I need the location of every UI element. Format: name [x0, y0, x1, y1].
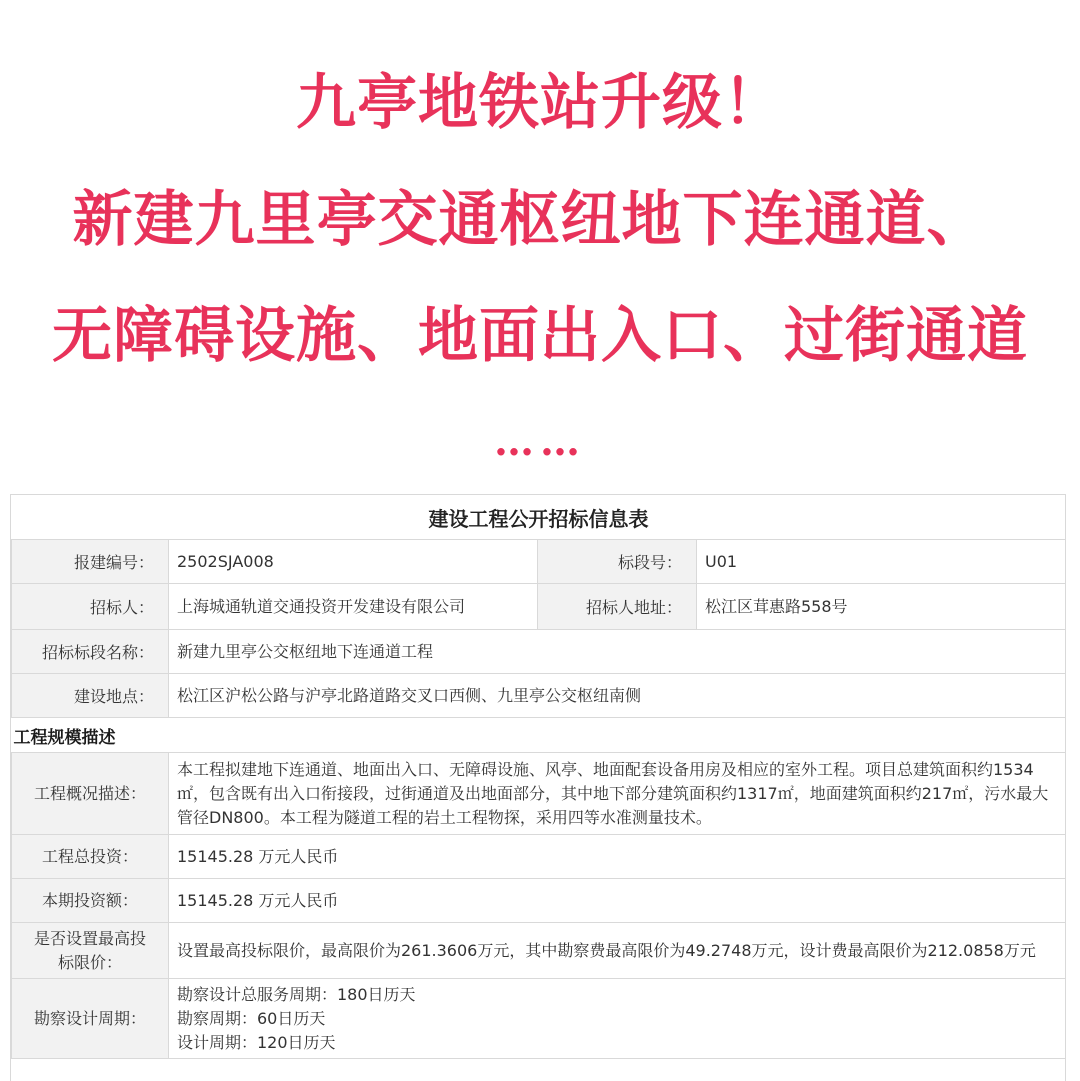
headline-line-3: 无障碍设施、地面出入口、过街通道	[52, 301, 1028, 371]
overview-value: 本工程拟建地下连通道、地面出入口、无障碍设施、风亭、地面配套设备用房及相应的室外工程。项目总建筑面积约1534㎡，包含既有出入口衔接段，过街通道及出地面部分，其中地下部分建筑面积约1317㎡，地面建筑面积约217㎡，污水最大管径DN800。本工程为隧道工程的岩土工程物探，采用四等水准测量技术。	[169, 753, 1066, 835]
tenderer-label: 招标人：	[12, 584, 169, 630]
section-name-value: 新建九里亭公交枢纽地下连通道工程	[169, 630, 1066, 674]
tenderer-address-label: 招标人地址：	[538, 584, 697, 630]
tenderer-address-value: 松江区茸惠路558号	[697, 584, 1066, 630]
design-cycle-label: 勘察设计周期：	[12, 979, 169, 1059]
design-cycle-line-1: 勘察设计总服务周期：180日历天	[177, 984, 416, 1004]
design-cycle-value	[169, 979, 1066, 1059]
period-invest-label: 本期投资额：	[12, 879, 169, 923]
tender-info-table	[11, 495, 1066, 1059]
scale-section-heading: 工程规模描述	[12, 718, 1066, 753]
headline-ellipsis: ……	[494, 418, 586, 465]
period-invest-value: 15145.28 万元人民币	[169, 879, 1066, 923]
headline-line-1: 九亭地铁站升级！	[296, 68, 784, 138]
price-cap-label-line-2: 标限价：	[57, 952, 122, 972]
table-title: 建设工程公开招标信息表	[12, 495, 1066, 540]
report-no-value: 2502SJA008	[169, 540, 538, 584]
headline-line-2: 新建九里亭交通枢纽地下连通道、	[72, 185, 988, 255]
total-invest-label: 工程总投资：	[12, 835, 169, 879]
overview-label: 工程概况描述：	[12, 753, 169, 835]
design-cycle-line-3: 设计周期：120日历天	[177, 1032, 336, 1052]
price-cap-value: 设置最高投标限价，最高限价为261.3606万元，其中勘察费最高限价为49.2748万元，设计费最高限价为212.0858万元	[169, 923, 1066, 979]
section-no-value: U01	[697, 540, 1066, 584]
report-no-label: 报建编号：	[12, 540, 169, 584]
section-no-label: 标段号：	[538, 540, 697, 584]
price-cap-label	[12, 923, 169, 979]
site-label: 建设地点：	[12, 674, 169, 718]
price-cap-label-line-1: 是否设置最高投	[33, 928, 146, 948]
tenderer-value: 上海城通轨道交通投资开发建设有限公司	[169, 584, 538, 630]
section-name-label: 招标标段名称：	[12, 630, 169, 674]
tender-info-sheet	[10, 494, 1066, 1081]
design-cycle-line-2: 勘察周期：60日历天	[177, 1008, 326, 1028]
total-invest-value: 15145.28 万元人民币	[169, 835, 1066, 879]
site-value: 松江区沪松公路与沪亭北路道路交叉口西侧、九里亭公交枢纽南侧	[169, 674, 1066, 718]
